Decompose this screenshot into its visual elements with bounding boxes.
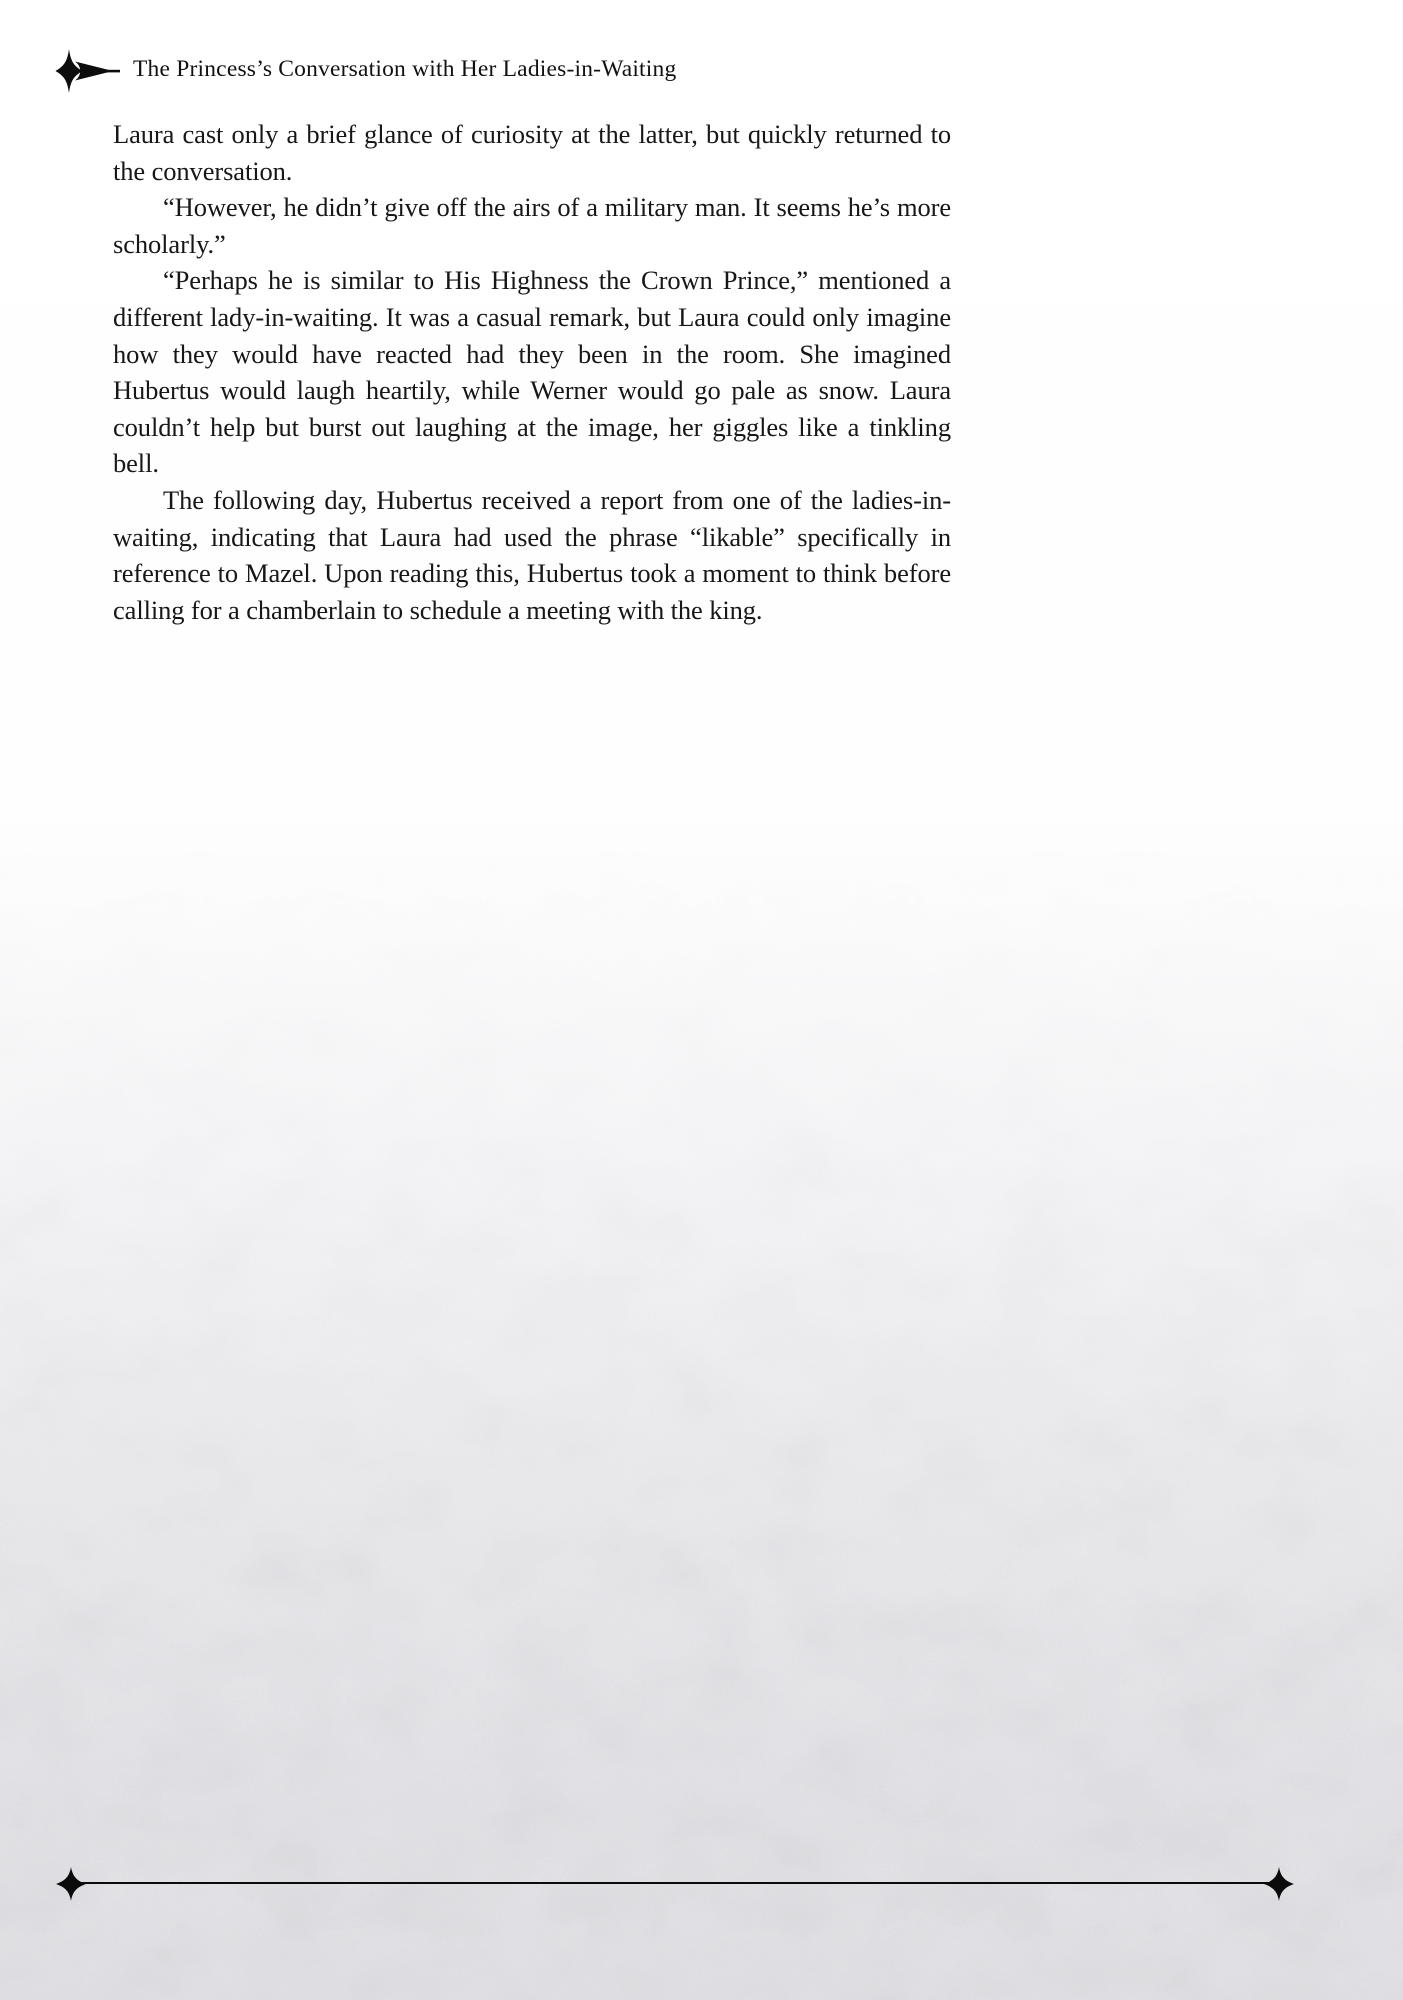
diamond-icon <box>55 1866 87 1902</box>
chapter-header <box>55 48 676 94</box>
horizontal-rule <box>69 1882 1281 1884</box>
paragraph: “However, he didn’t give off the airs of a military man. It seems he’s more scholarly.” <box>113 192 951 259</box>
sparkle-arrow-icon <box>55 48 121 94</box>
body-text <box>113 116 951 628</box>
paragraph: Laura cast only a brief glance of curiosity at the latter, but quickly returned to the conversation. <box>113 119 951 186</box>
paragraph: The following day, Hubertus received a report from one of the ladies-in-waiting, indicating that Laura had used the phrase “likable” specifically in reference to Mazel. Upon reading this, Hubertus took a moment to think before calling for a chamberlain to schedule a meeting with the king. <box>113 484 951 625</box>
footer-divider <box>55 1866 1295 1902</box>
diamond-icon <box>1263 1866 1295 1902</box>
paragraph: “Perhaps he is similar to His Highness the Crown Prince,” mentioned a different lady-in-waiting. It was a casual remark, but Laura could only imagine how they would have reacted had they been in the room. She imagined Hubertus would laugh heartily, while Werner would go pale as snow. Laura couldn’t help but burst out laughing at the image, her giggles like a tinkling bell. <box>113 265 951 479</box>
chapter-title: The Princess’s Conversation with Her Ladies-in-Waiting <box>133 55 677 82</box>
